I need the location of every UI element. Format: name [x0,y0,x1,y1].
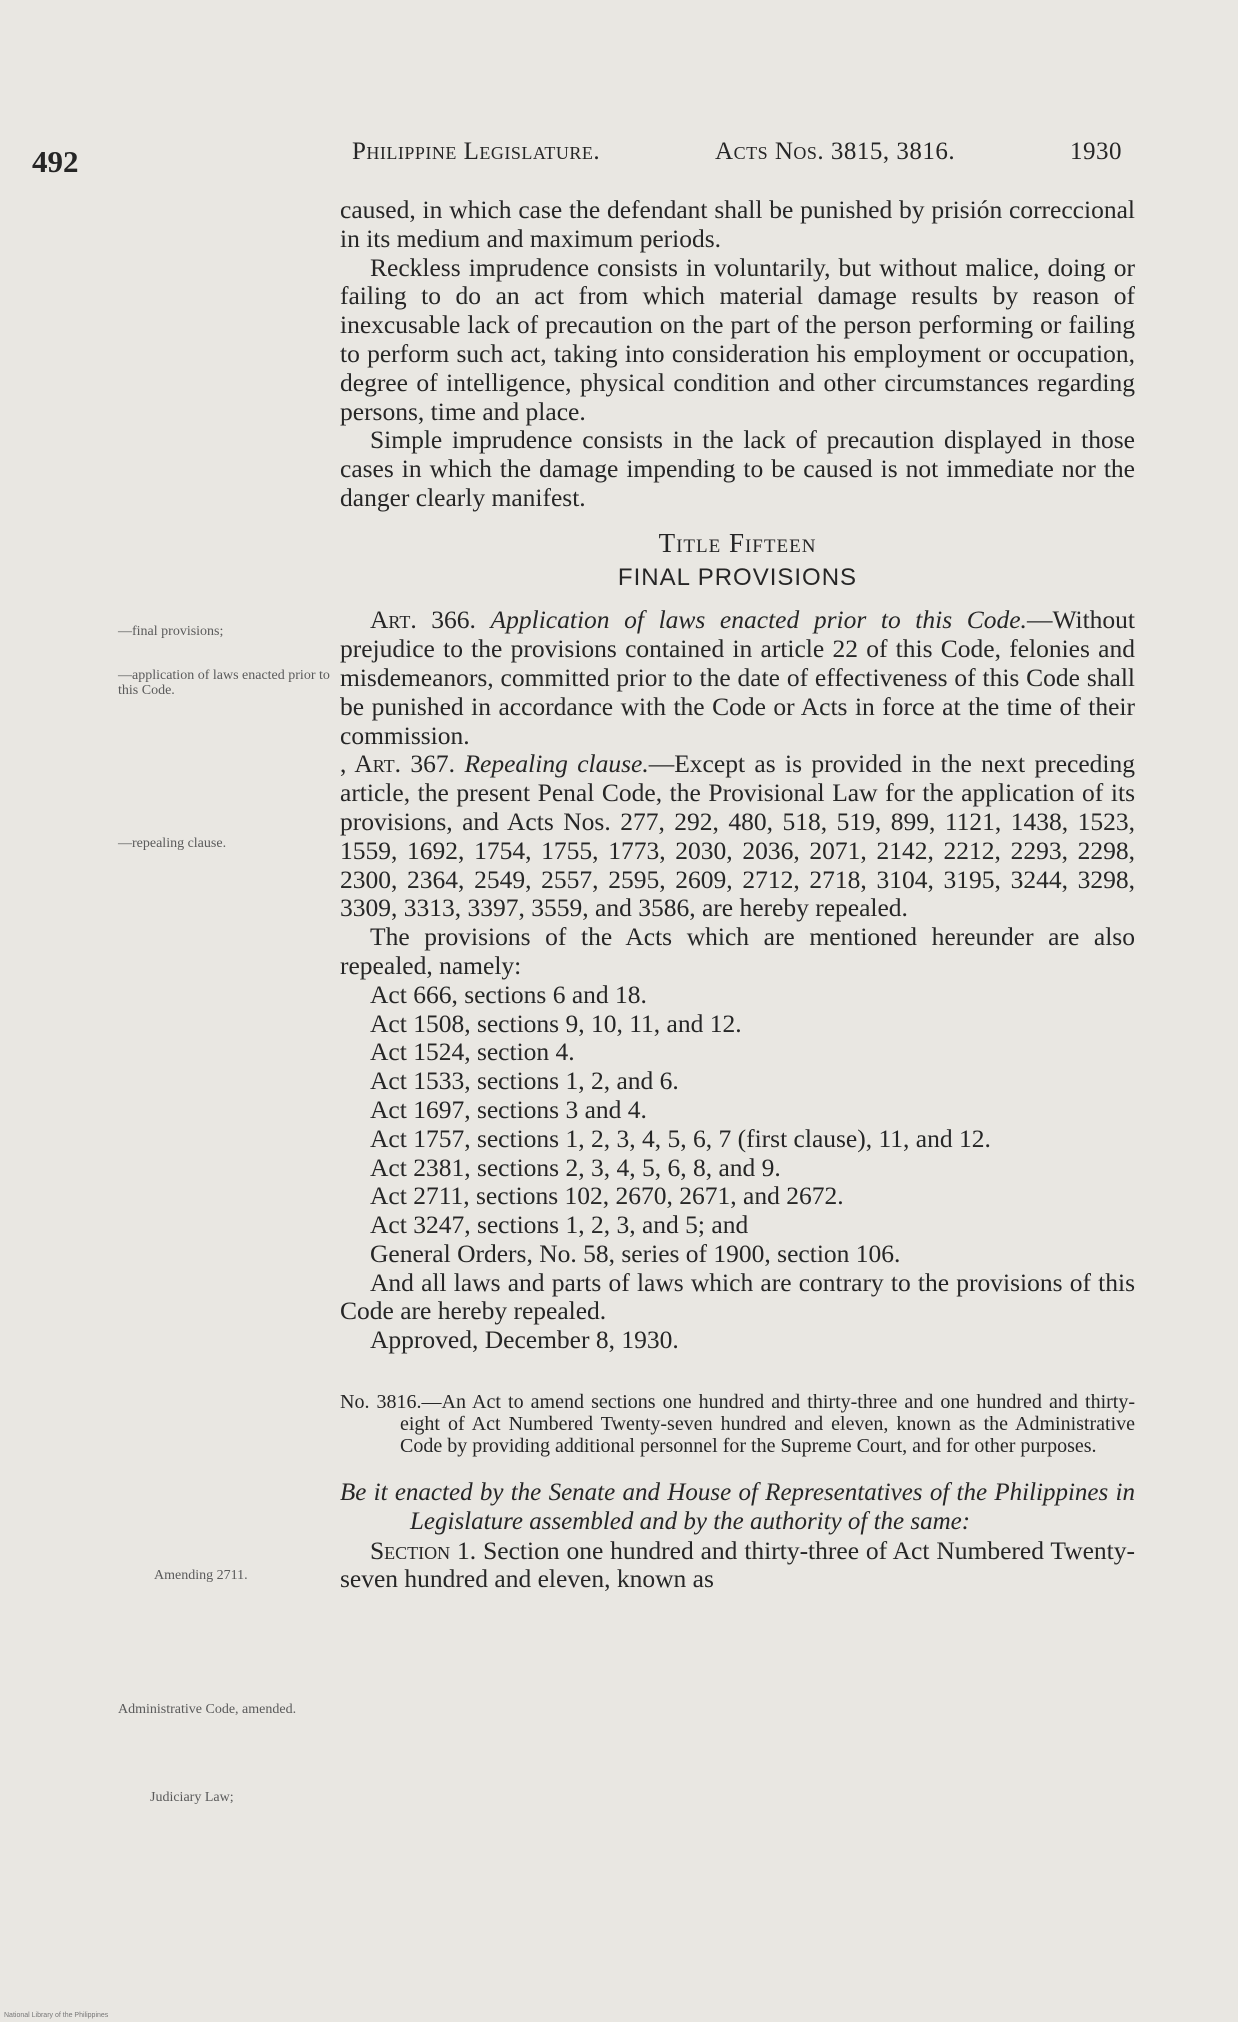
paragraph-reckless-imprudence: Reckless imprudence consists in voluntarily, but without malice, doing or failing to do an act from which material damage results by reason of inexcusable lack of precaution on the part of the person performing or failing to perform such act, taking into consideration his employment or occupation, degree of intelligence, physical condition and other circumstances regarding persons, time and place. [340,252,1135,426]
header-acts: Acts Nos. 3815, 3816. [715,138,956,165]
section-1-label: Section 1. [370,1535,477,1565]
list-item: General Orders, No. 58, series of 1900, section 106. [370,1238,901,1268]
running-header [352,138,1122,166]
list-item: Act 2711, sections 102, 2670, 2671, and 2672. [370,1181,844,1211]
margin-note-repealing: —repealing clause. [118,836,227,851]
article-367-heading: Repealing clause. [464,749,649,779]
article-366-label: Art. 366. [370,605,476,635]
list-item: Act 1508, sections 9, 10, 11, and 12. [370,1008,742,1038]
subtitle-heading: FINAL PROVISIONS [617,563,858,591]
margin-note-amending: Amending 2711. [154,1568,248,1583]
header-year: 1930 [1070,138,1122,165]
section-1 [340,1537,1135,1595]
paragraph-all-laws: And all laws and parts of laws which are contrary to the provisions of this Code are hereby repealed. [340,1267,1135,1326]
title-heading: Title Fifteen [658,527,817,558]
list-item: Act 3247, sections 1, 2, 3, and 5; and [370,1210,749,1240]
paragraph-simple-imprudence: Simple imprudence consists in the lack of precaution displayed in those cases in which the damage impending to be caused is not immediate nor the danger clearly manifest. [340,425,1135,512]
list-item: Act 1697, sections 3 and 4. [370,1094,647,1124]
article-366-heading: Application of laws enacted prior to this Code. [490,605,1027,635]
paragraph-provisions: The provisions of the Acts which are mentioned hereunder are also repealed, namely: [340,922,1135,980]
margin-note-application: —application of laws enacted prior to this Code. [118,668,330,698]
page-number: 492 [32,144,79,179]
article-367-text: —Except as is provided in the next preceding article, the present Penal Code, the Provisional Law for the application of its provisions, and Acts Nos. 277, 292, 480, 518, 519, 899, 1121, 1438, 1523, 1559, 1692, 1754, 1755, 1773, 2030, 2036, 2071, 2142, 2212, 2293, 2298, 2300, 2364, 2549, 2557, 2595, 2609, 2712, 2718, 3104, 3195, 3244, 3298, 3309, 3313, 3397, 3559, and 3586, are hereby repealed. [340,749,1135,923]
list-item: Act 666, sections 6 and 18. [370,979,647,1009]
article-367 [340,750,1135,923]
act-3816-summary: No. 3816.—An Act to amend sections one hundred and thirty-three and one hundred and thirty-eight of Act Numbered Twenty-seven hundred and eleven, known as the Administrative Code by providing additional personnel for the Supreme Court, and for other purposes. [340,1391,1135,1458]
section-1-text: Section one hundred and thirty-three of Act Numbered Twenty-seven hundred and eleven, known as [340,1535,1136,1594]
article-366-text: —Without prejudice to the provisions contained in article 22 of this Code, felonies and misdemeanors, committed prior to the date of effectiveness of this Code shall be punished in accordance with the Code or Acts in force at the time of their commission. [340,605,1135,750]
margin-note-final-provisions: —final provisions; [118,624,224,639]
enacting-clause: Be it enacted by the Senate and House of Representatives of the Philippines in Legislature assembled and by the authority of the same: [340,1479,1135,1535]
article-367-label: , Art. 367. [340,749,456,779]
list-item: Act 2381, sections 2, 3, 4, 5, 6, 8, and 9. [370,1152,781,1182]
margin-note-admin-code: Administrative Code, amended. [118,1702,297,1717]
footer-credit: National Library of the Philippines [4,2012,109,2019]
list-item: Act 1757, sections 1, 2, 3, 4, 5, 6, 7 (first clause), 11, and 12. [370,1123,991,1153]
margin-note-judiciary: Judiciary Law; [150,1790,234,1805]
document-body [340,196,1135,1594]
approved-date: Approved, December 8, 1930. [370,1325,679,1355]
paragraph-caused: caused, in which case the defendant shall be punished by prisión correccional in its medium and maximum periods. [340,195,1135,253]
list-item: Act 1524, section 4. [370,1037,575,1067]
running-title: Philippine Legislature. [352,138,601,165]
list-item: Act 1533, sections 1, 2, and 6. [370,1066,679,1096]
article-366 [340,606,1135,750]
